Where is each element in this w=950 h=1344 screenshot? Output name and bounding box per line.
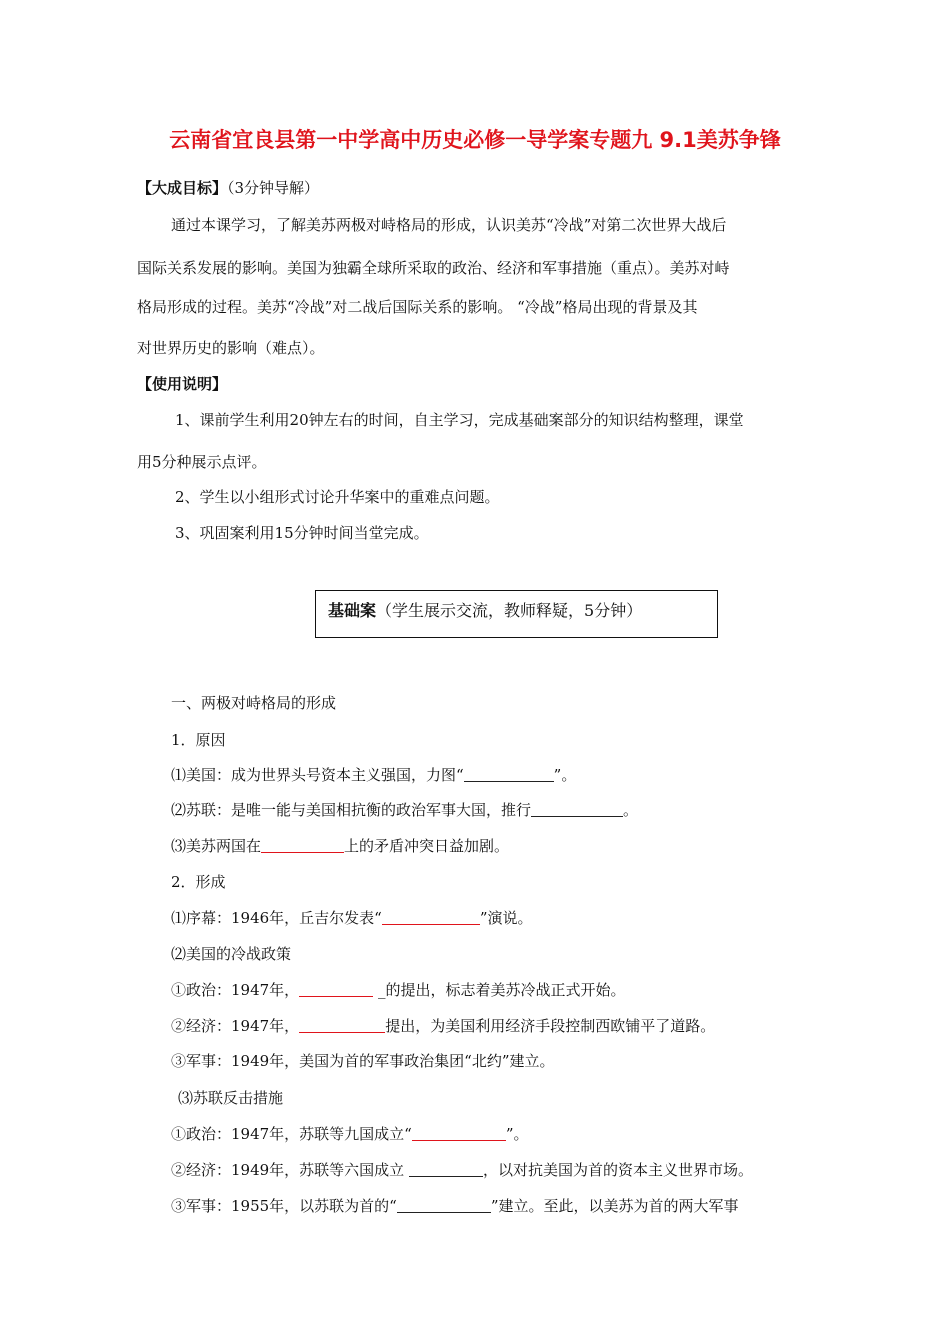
- answer-blank[interactable]: [299, 981, 373, 997]
- cause-heading: 1．原因: [171, 731, 226, 749]
- goals-section-heading: [137, 178, 319, 198]
- us-policy-3: ③军事：1949年，美国为首的军事政治集团“北约”建立。: [171, 1052, 555, 1070]
- usage-line-1: 1、课前学生利用20钟左右的时间，自主学习，完成基础案部分的知识结构整理，课堂: [175, 411, 744, 429]
- answer-blank[interactable]: [382, 909, 480, 925]
- cause-2: ⑵苏联：是唯一能与美国相抗衡的政治军事大国，推行 。: [171, 801, 639, 819]
- goals-line-2: 国际关系发展的影响。美国为独霸全球所采取的政治、经济和军事措施（重点）。美苏对峙: [137, 259, 730, 277]
- answer-blank[interactable]: [464, 766, 554, 782]
- answer-blank[interactable]: [409, 1161, 483, 1177]
- usage-line-3: 2、学生以小组形式讨论升华案中的重难点问题。: [175, 488, 500, 506]
- answer-blank[interactable]: [261, 837, 344, 853]
- usage-line-4: 3、巩固案利用15分钟时间当堂完成。: [175, 524, 429, 542]
- goals-heading: 【大成目标】: [137, 179, 228, 197]
- usage-line-2: 用5分种展示点评。: [137, 453, 267, 471]
- goals-line-3: 格局形成的过程。美苏“冷战”对二战后国际关系的影响。 “冷战”格局出现的背景及其: [137, 298, 698, 316]
- document-title: 云南省宜良县第一中学高中历史必修一导学案专题九 9.1美苏争锋: [169, 128, 781, 152]
- cause-3: ⑶美苏两国在 上的矛盾冲突日益加剧。: [171, 837, 510, 855]
- soviet-response-heading: ⑶苏联反击措施: [178, 1089, 284, 1107]
- goals-note: （3分钟导解）: [227, 179, 320, 197]
- answer-blank[interactable]: [531, 801, 623, 817]
- usage-heading: 【使用说明】: [137, 375, 228, 393]
- foundation-note: （学生展示交流，教师释疑，5分钟）: [376, 601, 643, 620]
- goals-line-1: 通过本课学习，了解美苏两极对峙格局的形成，认识美苏“冷战”对第二次世界大战后: [171, 216, 727, 234]
- foundation-box: [315, 590, 718, 638]
- answer-blank[interactable]: [412, 1125, 506, 1141]
- us-policy-1: ①政治：1947年， _的提出，标志着美苏冷战正式开始。: [171, 981, 626, 999]
- answer-blank[interactable]: [299, 1017, 385, 1033]
- answer-blank[interactable]: [397, 1197, 491, 1213]
- formation-1: ⑴序幕：1946年，丘吉尔发表“ ”演说。: [171, 909, 533, 927]
- formation-heading: 2．形成: [171, 873, 226, 891]
- goals-line-4: 对世界历史的影响（难点）。: [137, 339, 325, 357]
- soviet-response-2: ②经济：1949年，苏联等六国成立 ，以对抗美国为首的资本主义世界市场。: [171, 1161, 753, 1179]
- foundation-heading: 基础案: [328, 601, 377, 620]
- section-1-heading: 一、两极对峙格局的形成: [171, 694, 337, 712]
- soviet-response-3: ③军事：1955年，以苏联为首的“ ”建立。至此，以美苏为首的两大军事: [171, 1197, 739, 1215]
- cause-1: ⑴美国：成为世界头号资本主义强国，力图“ ”。: [171, 766, 577, 784]
- us-policy-2: ②经济：1947年， 提出，为美国利用经济手段控制西欧铺平了道路。: [171, 1017, 716, 1035]
- soviet-response-1: ①政治：1947年，苏联等九国成立“ ”。: [171, 1125, 529, 1143]
- us-policy-heading: ⑵美国的冷战政策: [171, 945, 292, 963]
